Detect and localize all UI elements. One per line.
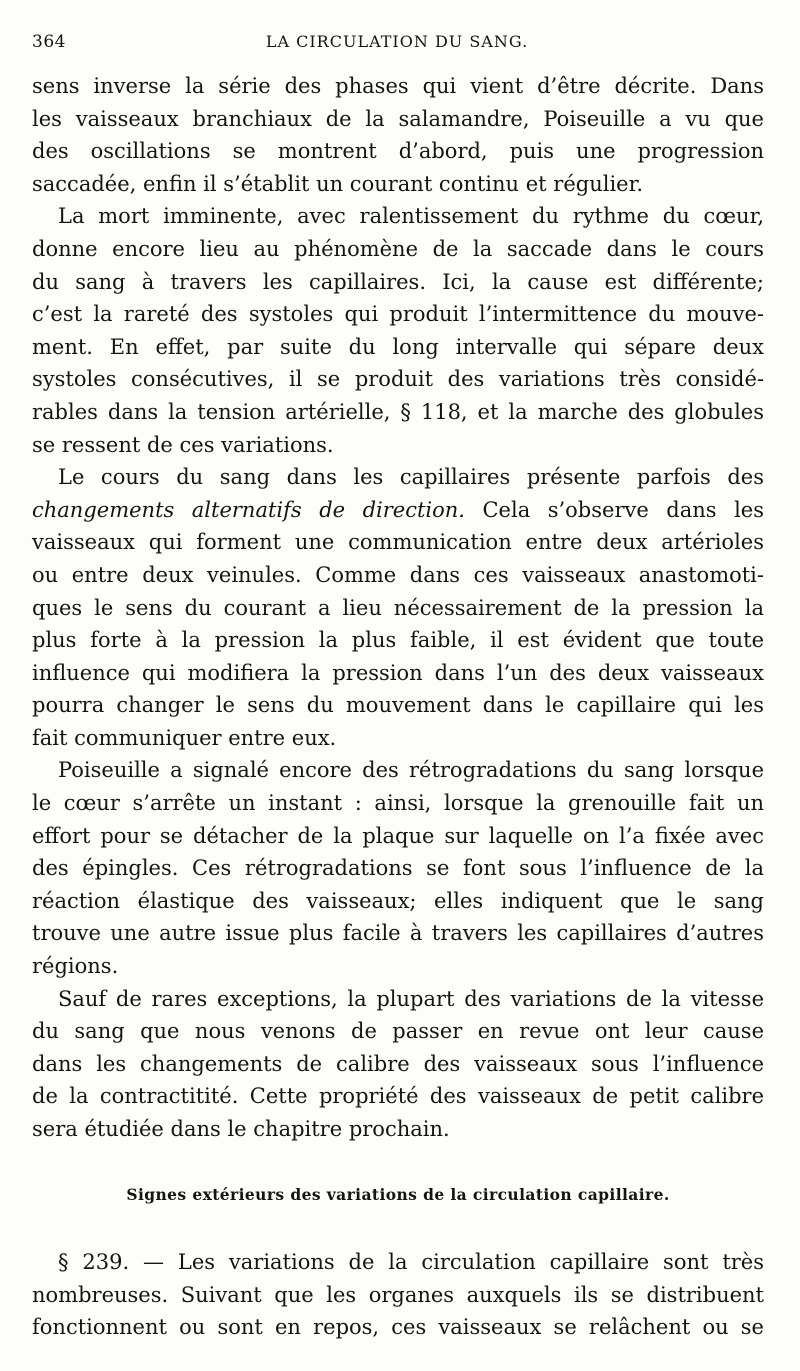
text-line: ou entre deux veinules. Comme dans ces vaisseaux anastomoti-: [32, 562, 764, 587]
text-line: effort pour se détacher de la plaque sur laquelle on l’a fixée avec: [32, 823, 764, 848]
running-title: LA CIRCULATION DU SANG.: [265, 32, 529, 51]
text-line: influence qui modifiera la pression dans l’un des deux vaisseaux: [32, 660, 764, 685]
text-line: Poiseuille a signalé encore des rétrogradations du sang lorsque: [58, 758, 764, 783]
page-header: [32, 30, 762, 60]
paragraph-1: [32, 70, 764, 200]
italic-phrase: changements alternatifs de direction.: [32, 497, 465, 522]
paragraph-3: [32, 461, 764, 754]
text-line: fonctionnent ou sont en repos, ces vaisseaux se relâchent ou se: [32, 1315, 764, 1340]
text-line: systoles consécutives, il se produit des variations très considé-: [32, 367, 764, 392]
text-line: c’est la rareté des systoles qui produit l’intermittence du mouve-: [32, 302, 764, 327]
text-line: sera étudiée dans le chapitre prochain.: [32, 1117, 450, 1141]
text-line-mixed: [32, 494, 764, 527]
text-line: nombreuses. Suivant que les organes auxquels ils se distribuent: [32, 1282, 764, 1307]
text-line: La mort imminente, avec ralentissement du rythme du cœur,: [58, 204, 764, 229]
text-line: rables dans la tension artérielle, § 118, et la marche des globules: [32, 399, 764, 424]
text-line: se ressent de ces variations.: [32, 432, 334, 457]
paragraph-4: [32, 754, 764, 982]
text-line: du sang que nous venons de passer en revue ont leur cause: [32, 1019, 764, 1044]
text-line: dans les changements de calibre des vaisseaux sous l’influence: [32, 1051, 764, 1076]
text-line: plus forte à la pression la plus faible, il est évident que toute: [32, 628, 764, 653]
text-line: Sauf de rares exceptions, la plupart des variations de la vitesse: [58, 986, 764, 1011]
text-line: § 239. — Les variations de la circulation capillaire sont très: [58, 1250, 764, 1274]
text-line: régions.: [32, 954, 119, 979]
text-line: Le cours du sang dans les capillaires présente parfois des: [58, 465, 764, 490]
text-line: pourra changer le sens du mouvement dans le capillaire qui les: [32, 693, 764, 718]
text-line: des oscillations se montrent d’abord, puis une progression: [32, 139, 764, 164]
text-line: sens inverse la série des phases qui vient d’être décrite. Dans: [32, 74, 764, 98]
text-line: le cœur s’arrête un instant : ainsi, lorsque la grenouille fait un: [32, 791, 764, 816]
text-line: donne encore lieu au phénomène de la saccade dans le cours: [32, 236, 764, 261]
page-number: 364: [32, 32, 66, 52]
text-segment: Cela s’observe dans les: [464, 497, 764, 522]
text-line: fait communiquer entre eux.: [32, 725, 337, 750]
section-heading: Signes extérieurs des variations de la circulation capillaire.: [126, 1185, 670, 1204]
paragraph-2: [32, 200, 764, 461]
section-body: [32, 1246, 764, 1344]
text-line: du sang à travers les capillaires. Ici, la cause est différente;: [32, 269, 764, 294]
text-line: ment. En effet, par suite du long intervalle qui sépare deux: [32, 334, 764, 359]
section-paragraph: [32, 1246, 764, 1344]
text-line: de la contractitité. Cette propriété des vaisseaux de petit calibre: [32, 1084, 764, 1109]
body-text: [32, 70, 764, 1146]
paragraph-5: [32, 983, 764, 1146]
text-line: réaction élastique des vaisseaux; elles indiquent que le sang: [32, 888, 764, 913]
text-line: vaisseaux qui forment une communication entre deux artérioles: [32, 530, 764, 555]
text-line: saccadée, enfin il s’établit un courant continu et régulier.: [32, 171, 643, 196]
text-line: ques le sens du courant a lieu nécessairement de la pression la: [32, 595, 764, 620]
text-line: les vaisseaux branchiaux de la salamandre, Poiseuille a vu que: [32, 106, 764, 131]
text-line: trouve une autre issue plus facile à travers les capillaires d’autres: [32, 921, 764, 946]
text-line: des épingles. Ces rétrogradations se font sous l’influence de la: [32, 856, 764, 881]
